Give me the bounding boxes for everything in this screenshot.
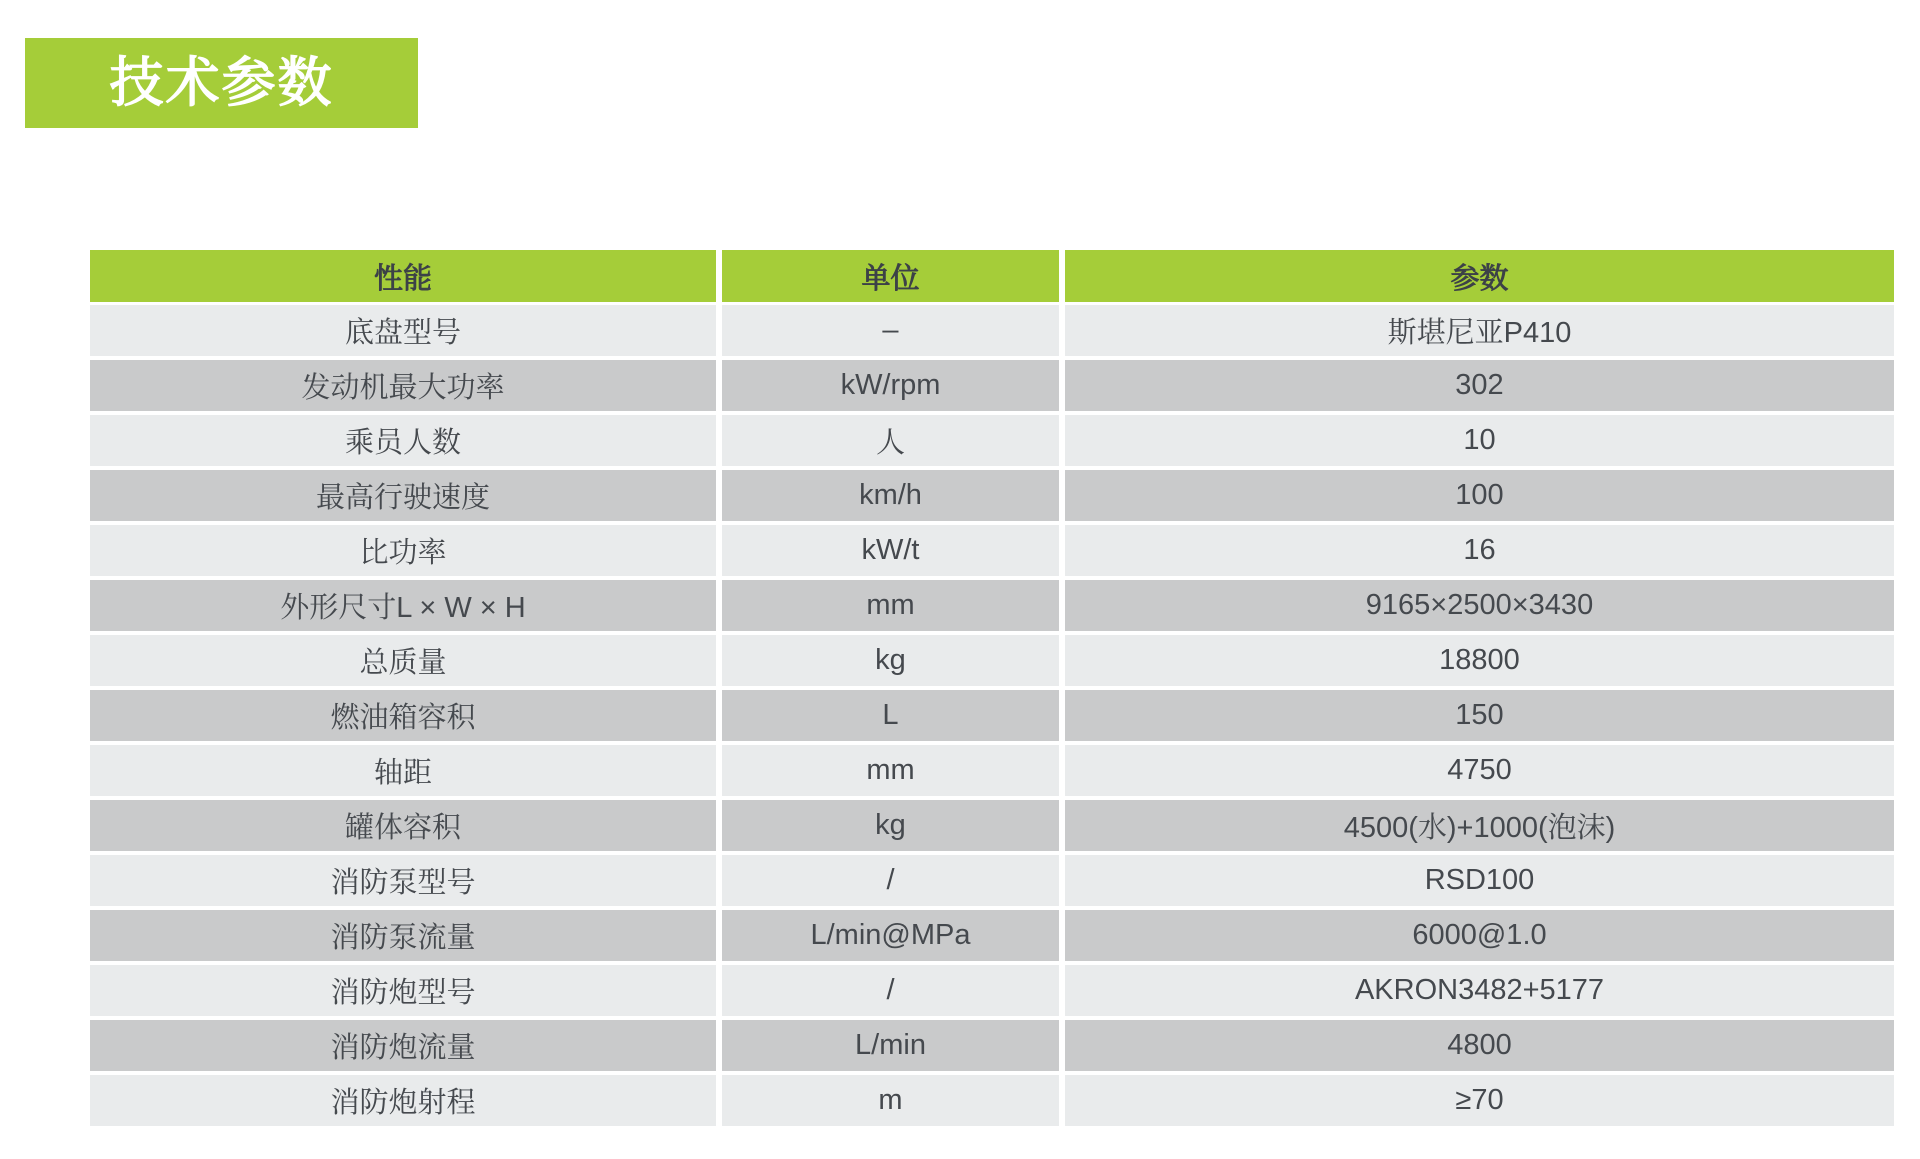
spec-name-cell: 底盘型号: [90, 305, 716, 356]
spec-unit-cell: kg: [722, 635, 1059, 686]
spec-unit-cell: /: [722, 965, 1059, 1016]
spec-value-cell: 18800: [1065, 635, 1894, 686]
spec-unit-cell: –: [722, 305, 1059, 356]
spec-value-cell: 4750: [1065, 745, 1894, 796]
spec-value-cell: 302: [1065, 360, 1894, 411]
section-title: 技术参数: [109, 53, 334, 113]
table-row: [90, 580, 1894, 631]
table-row: [90, 525, 1894, 576]
table-row: [90, 360, 1894, 411]
table-row: [90, 855, 1894, 906]
table-row: [90, 415, 1894, 466]
spec-unit-cell: m: [722, 1075, 1059, 1126]
spec-value-cell: 4800: [1065, 1020, 1894, 1071]
spec-name-cell: 燃油箱容积: [90, 690, 716, 741]
spec-table-body: [90, 305, 1894, 1126]
spec-value-cell: 16: [1065, 525, 1894, 576]
table-header-row: [90, 250, 1894, 302]
spec-name-cell: 总质量: [90, 635, 716, 686]
spec-name-cell: 乘员人数: [90, 415, 716, 466]
spec-value-cell: 4500(水)+1000(泡沫): [1065, 800, 1894, 851]
column-header-performance: 性能: [90, 250, 716, 302]
table-row: [90, 690, 1894, 741]
table-row: [90, 800, 1894, 851]
spec-name-cell: 消防炮射程: [90, 1075, 716, 1126]
table-row: [90, 745, 1894, 796]
spec-unit-cell: kW/t: [722, 525, 1059, 576]
spec-value-cell: 6000@1.0: [1065, 910, 1894, 961]
spec-name-cell: 消防泵型号: [90, 855, 716, 906]
spec-name-cell: 消防炮型号: [90, 965, 716, 1016]
spec-unit-cell: /: [722, 855, 1059, 906]
spec-name-cell: 消防泵流量: [90, 910, 716, 961]
table-row: [90, 1075, 1894, 1126]
spec-value-cell: 斯堪尼亚P410: [1065, 305, 1894, 356]
spec-unit-cell: mm: [722, 580, 1059, 631]
spec-value-cell: RSD100: [1065, 855, 1894, 906]
spec-unit-cell: km/h: [722, 470, 1059, 521]
spec-value-cell: 10: [1065, 415, 1894, 466]
spec-unit-cell: L/min@MPa: [722, 910, 1059, 961]
table-row: [90, 635, 1894, 686]
spec-table: [90, 250, 1894, 1130]
table-row: [90, 910, 1894, 961]
spec-unit-cell: L/min: [722, 1020, 1059, 1071]
spec-name-cell: 外形尺寸L × W × H: [90, 580, 716, 631]
spec-name-cell: 最高行驶速度: [90, 470, 716, 521]
section-title-banner: [25, 38, 418, 128]
spec-value-cell: 100: [1065, 470, 1894, 521]
table-row: [90, 1020, 1894, 1071]
spec-unit-cell: kW/rpm: [722, 360, 1059, 411]
spec-name-cell: 发动机最大功率: [90, 360, 716, 411]
column-header-parameter: 参数: [1065, 250, 1894, 302]
table-row: [90, 965, 1894, 1016]
spec-value-cell: AKRON3482+5177: [1065, 965, 1894, 1016]
table-row: [90, 305, 1894, 356]
spec-value-cell: ≥70: [1065, 1075, 1894, 1126]
spec-unit-cell: 人: [722, 415, 1059, 466]
column-header-unit: 单位: [722, 250, 1059, 302]
spec-unit-cell: mm: [722, 745, 1059, 796]
spec-name-cell: 消防炮流量: [90, 1020, 716, 1071]
spec-name-cell: 罐体容积: [90, 800, 716, 851]
table-row: [90, 470, 1894, 521]
spec-name-cell: 轴距: [90, 745, 716, 796]
spec-unit-cell: L: [722, 690, 1059, 741]
spec-value-cell: 150: [1065, 690, 1894, 741]
spec-value-cell: 9165×2500×3430: [1065, 580, 1894, 631]
spec-unit-cell: kg: [722, 800, 1059, 851]
spec-name-cell: 比功率: [90, 525, 716, 576]
